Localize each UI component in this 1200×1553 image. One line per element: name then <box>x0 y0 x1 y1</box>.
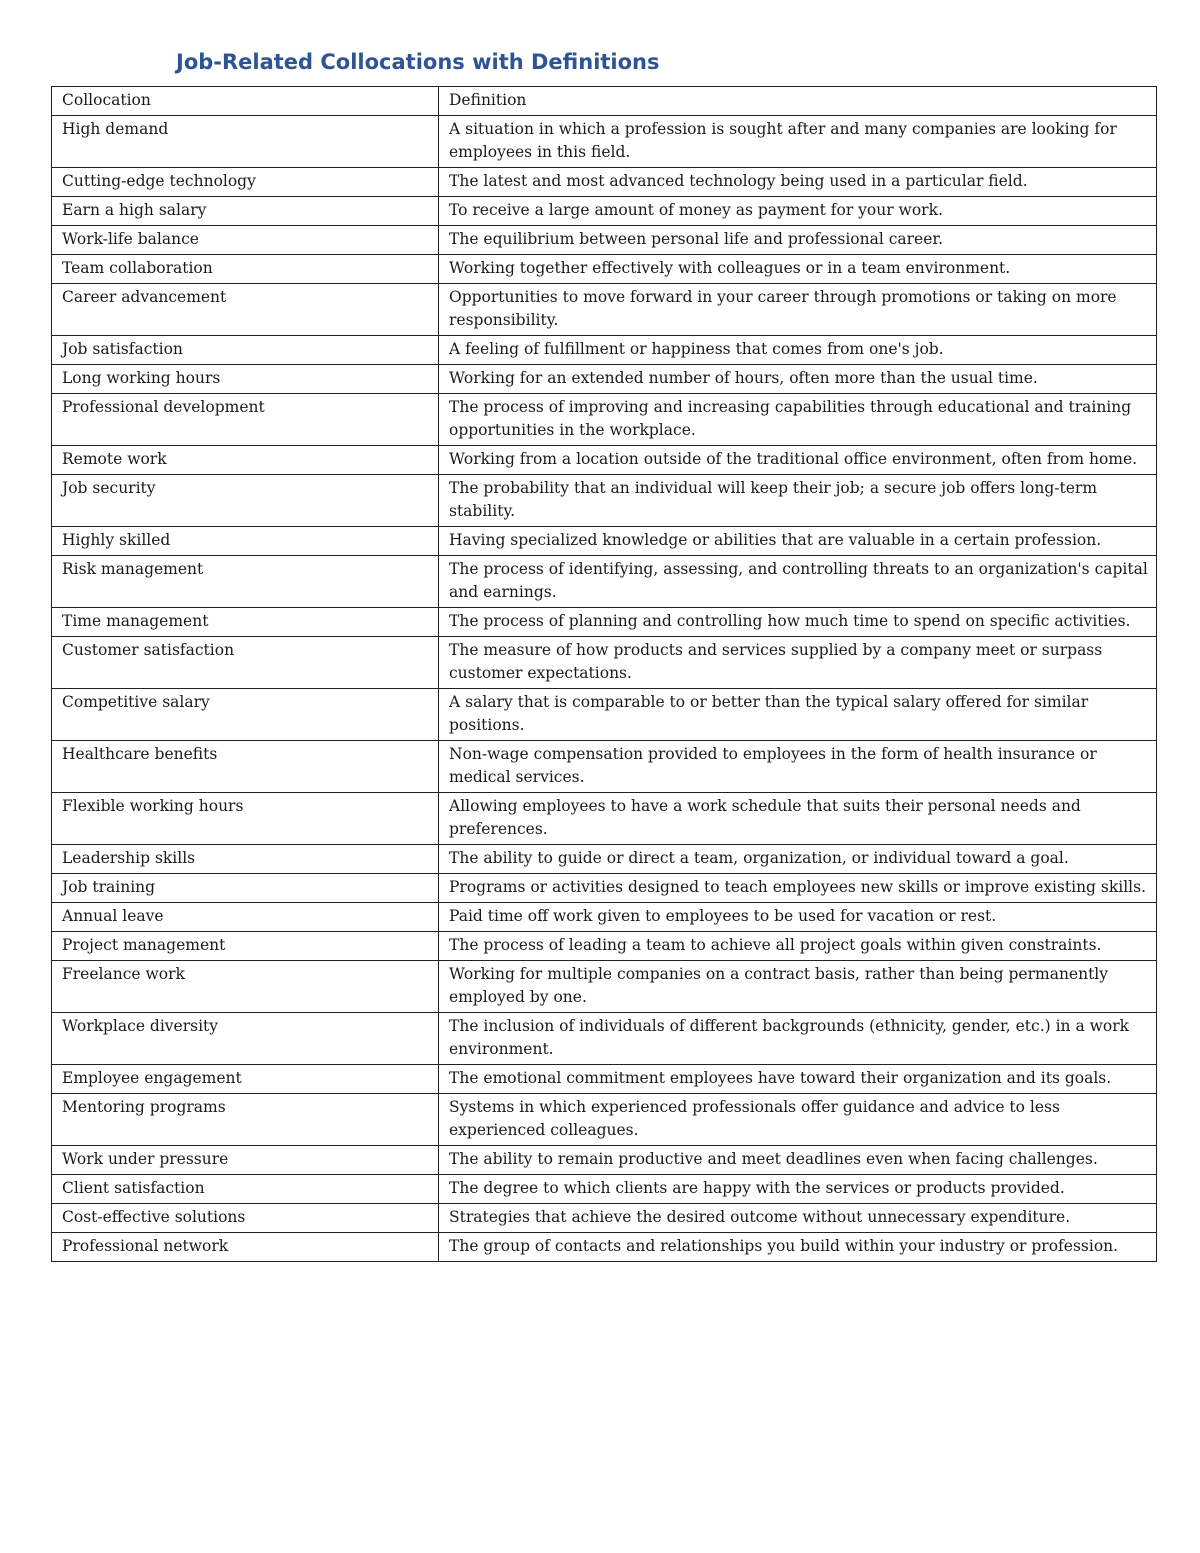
collocation-cell: High demand <box>52 116 439 168</box>
collocation-cell: Career advancement <box>52 284 439 336</box>
definition-cell: The ability to remain productive and meet deadlines even when facing challenges. <box>439 1146 1157 1175</box>
table-row <box>52 1065 1157 1094</box>
definition-cell: A feeling of fulfillment or happiness that comes from one's job. <box>439 336 1157 365</box>
table-row <box>52 637 1157 689</box>
collocation-cell: Job security <box>52 475 439 527</box>
definition-cell: The emotional commitment employees have toward their organization and its goals. <box>439 1065 1157 1094</box>
table-row <box>52 741 1157 793</box>
table-body <box>52 116 1157 1262</box>
definition-cell: The degree to which clients are happy with the services or products provided. <box>439 1175 1157 1204</box>
collocation-cell: Remote work <box>52 446 439 475</box>
table-row <box>52 365 1157 394</box>
collocation-cell: Job satisfaction <box>52 336 439 365</box>
table-row <box>52 1204 1157 1233</box>
collocation-cell: Mentoring programs <box>52 1094 439 1146</box>
table-row <box>52 961 1157 1013</box>
collocation-cell: Professional network <box>52 1233 439 1262</box>
definition-cell: The measure of how products and services supplied by a company meet or surpass customer expectations. <box>439 637 1157 689</box>
table-row <box>52 556 1157 608</box>
table-row <box>52 168 1157 197</box>
definition-cell: The process of improving and increasing capabilities through educational and training opportunities in the workplace. <box>439 394 1157 446</box>
header-definition: Definition <box>439 87 1157 116</box>
definition-cell: Working for an extended number of hours, often more than the usual time. <box>439 365 1157 394</box>
definition-cell: Working for multiple companies on a contract basis, rather than being permanently employed by one. <box>439 961 1157 1013</box>
collocation-cell: Earn a high salary <box>52 197 439 226</box>
collocation-cell: Freelance work <box>52 961 439 1013</box>
table-row <box>52 932 1157 961</box>
table-row <box>52 255 1157 284</box>
definition-cell: The process of identifying, assessing, and controlling threats to an organization's capital and earnings. <box>439 556 1157 608</box>
collocation-cell: Project management <box>52 932 439 961</box>
table-row <box>52 793 1157 845</box>
definition-cell: Having specialized knowledge or abilities that are valuable in a certain profession. <box>439 527 1157 556</box>
table-row <box>52 475 1157 527</box>
definition-cell: A situation in which a profession is sought after and many companies are looking for employees in this field. <box>439 116 1157 168</box>
collocation-cell: Work-life balance <box>52 226 439 255</box>
collocation-cell: Team collaboration <box>52 255 439 284</box>
collocation-cell: Customer satisfaction <box>52 637 439 689</box>
table-row <box>52 1094 1157 1146</box>
table-row <box>52 527 1157 556</box>
collocation-cell: Cost-effective solutions <box>52 1204 439 1233</box>
table-row <box>52 116 1157 168</box>
collocation-cell: Flexible working hours <box>52 793 439 845</box>
table-row <box>52 1146 1157 1175</box>
definition-cell: Working from a location outside of the traditional office environment, often from home. <box>439 446 1157 475</box>
collocation-cell: Time management <box>52 608 439 637</box>
collocation-cell: Job training <box>52 874 439 903</box>
table-row <box>52 284 1157 336</box>
definition-cell: A salary that is comparable to or better than the typical salary offered for similar positions. <box>439 689 1157 741</box>
definition-cell: Allowing employees to have a work schedule that suits their personal needs and preferences. <box>439 793 1157 845</box>
collocation-cell: Client satisfaction <box>52 1175 439 1204</box>
page-title: Job-Related Collocations with Definitions <box>176 50 660 74</box>
definition-cell: The group of contacts and relationships you build within your industry or profession. <box>439 1233 1157 1262</box>
definition-cell: The inclusion of individuals of different backgrounds (ethnicity, gender, etc.) in a work environment. <box>439 1013 1157 1065</box>
definition-cell: The latest and most advanced technology being used in a particular field. <box>439 168 1157 197</box>
table-row <box>52 197 1157 226</box>
collocation-cell: Long working hours <box>52 365 439 394</box>
table-row <box>52 608 1157 637</box>
definition-cell: Systems in which experienced professionals offer guidance and advice to less experienced colleagues. <box>439 1094 1157 1146</box>
table-row <box>52 845 1157 874</box>
definition-cell: The equilibrium between personal life and professional career. <box>439 226 1157 255</box>
table-row <box>52 336 1157 365</box>
table-row <box>52 689 1157 741</box>
collocation-cell: Professional development <box>52 394 439 446</box>
table-row <box>52 226 1157 255</box>
collocation-cell: Cutting-edge technology <box>52 168 439 197</box>
table-row <box>52 446 1157 475</box>
definition-cell: Non-wage compensation provided to employees in the form of health insurance or medical services. <box>439 741 1157 793</box>
definition-cell: Strategies that achieve the desired outcome without unnecessary expenditure. <box>439 1204 1157 1233</box>
table-row <box>52 1013 1157 1065</box>
header-row <box>52 87 1157 116</box>
definition-cell: To receive a large amount of money as payment for your work. <box>439 197 1157 226</box>
definition-cell: Programs or activities designed to teach employees new skills or improve existing skills. <box>439 874 1157 903</box>
collocation-cell: Leadership skills <box>52 845 439 874</box>
table-row <box>52 1233 1157 1262</box>
definition-cell: The process of leading a team to achieve all project goals within given constraints. <box>439 932 1157 961</box>
table-row <box>52 394 1157 446</box>
collocation-cell: Healthcare benefits <box>52 741 439 793</box>
definition-cell: The process of planning and controlling how much time to spend on specific activities. <box>439 608 1157 637</box>
collocation-cell: Employee engagement <box>52 1065 439 1094</box>
definition-cell: The ability to guide or direct a team, organization, or individual toward a goal. <box>439 845 1157 874</box>
definition-cell: Working together effectively with colleagues or in a team environment. <box>439 255 1157 284</box>
collocation-cell: Competitive salary <box>52 689 439 741</box>
table-row <box>52 1175 1157 1204</box>
collocation-cell: Work under pressure <box>52 1146 439 1175</box>
definition-cell: Opportunities to move forward in your career through promotions or taking on more responsibility. <box>439 284 1157 336</box>
definition-cell: The probability that an individual will keep their job; a secure job offers long-term stability. <box>439 475 1157 527</box>
collocation-cell: Workplace diversity <box>52 1013 439 1065</box>
table-row <box>52 874 1157 903</box>
collocations-table <box>51 86 1157 1262</box>
table-header <box>52 87 1157 116</box>
header-collocation: Collocation <box>52 87 439 116</box>
collocation-cell: Highly skilled <box>52 527 439 556</box>
table-row <box>52 903 1157 932</box>
collocation-cell: Annual leave <box>52 903 439 932</box>
definition-cell: Paid time off work given to employees to be used for vacation or rest. <box>439 903 1157 932</box>
collocation-cell: Risk management <box>52 556 439 608</box>
